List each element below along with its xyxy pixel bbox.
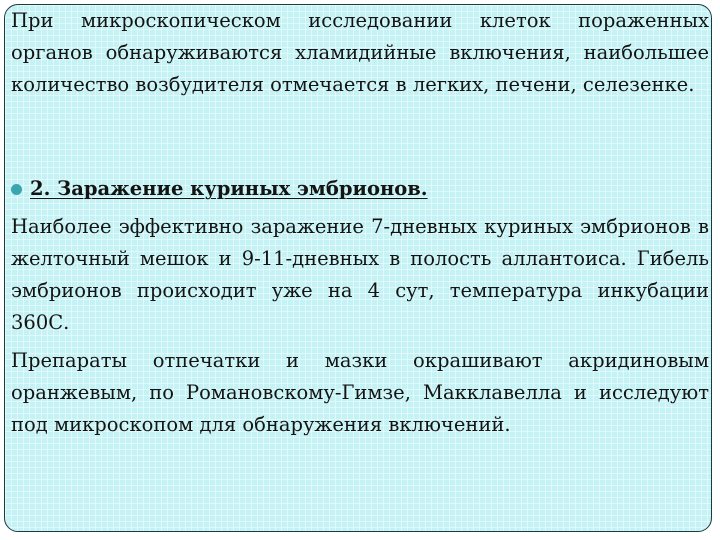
- bullet-dot-icon: [11, 184, 22, 195]
- paragraph-microscopy: При микроскопическом исследовании клеток пораженных органов обнаруживаются хламидийные включения, наибольшее количество возбудителя отмечается в легких, печени, селезенке.: [11, 9, 709, 96]
- bullet-item-heading: [9, 173, 707, 205]
- paragraph-embryo-infection: Наиболее эффективно заражение 7-дневных куриных эмбрионов в желточный мешок и 9-11-дневных в полость аллантоиса. Гибель эмбрионов происходит уже на 4 сут, температура инкубации 360С.: [11, 215, 709, 334]
- slide-frame: [4, 4, 712, 532]
- section-heading: 2. Заражение куриных эмбрионов.: [30, 177, 428, 200]
- paragraph-staining: Препараты отпечатки и мазки окрашивают акридиновым оранжевым, по Романовскому-Гимзе, Макклавелла и исследуют под микроскопом для обнаружения включений.: [11, 349, 709, 436]
